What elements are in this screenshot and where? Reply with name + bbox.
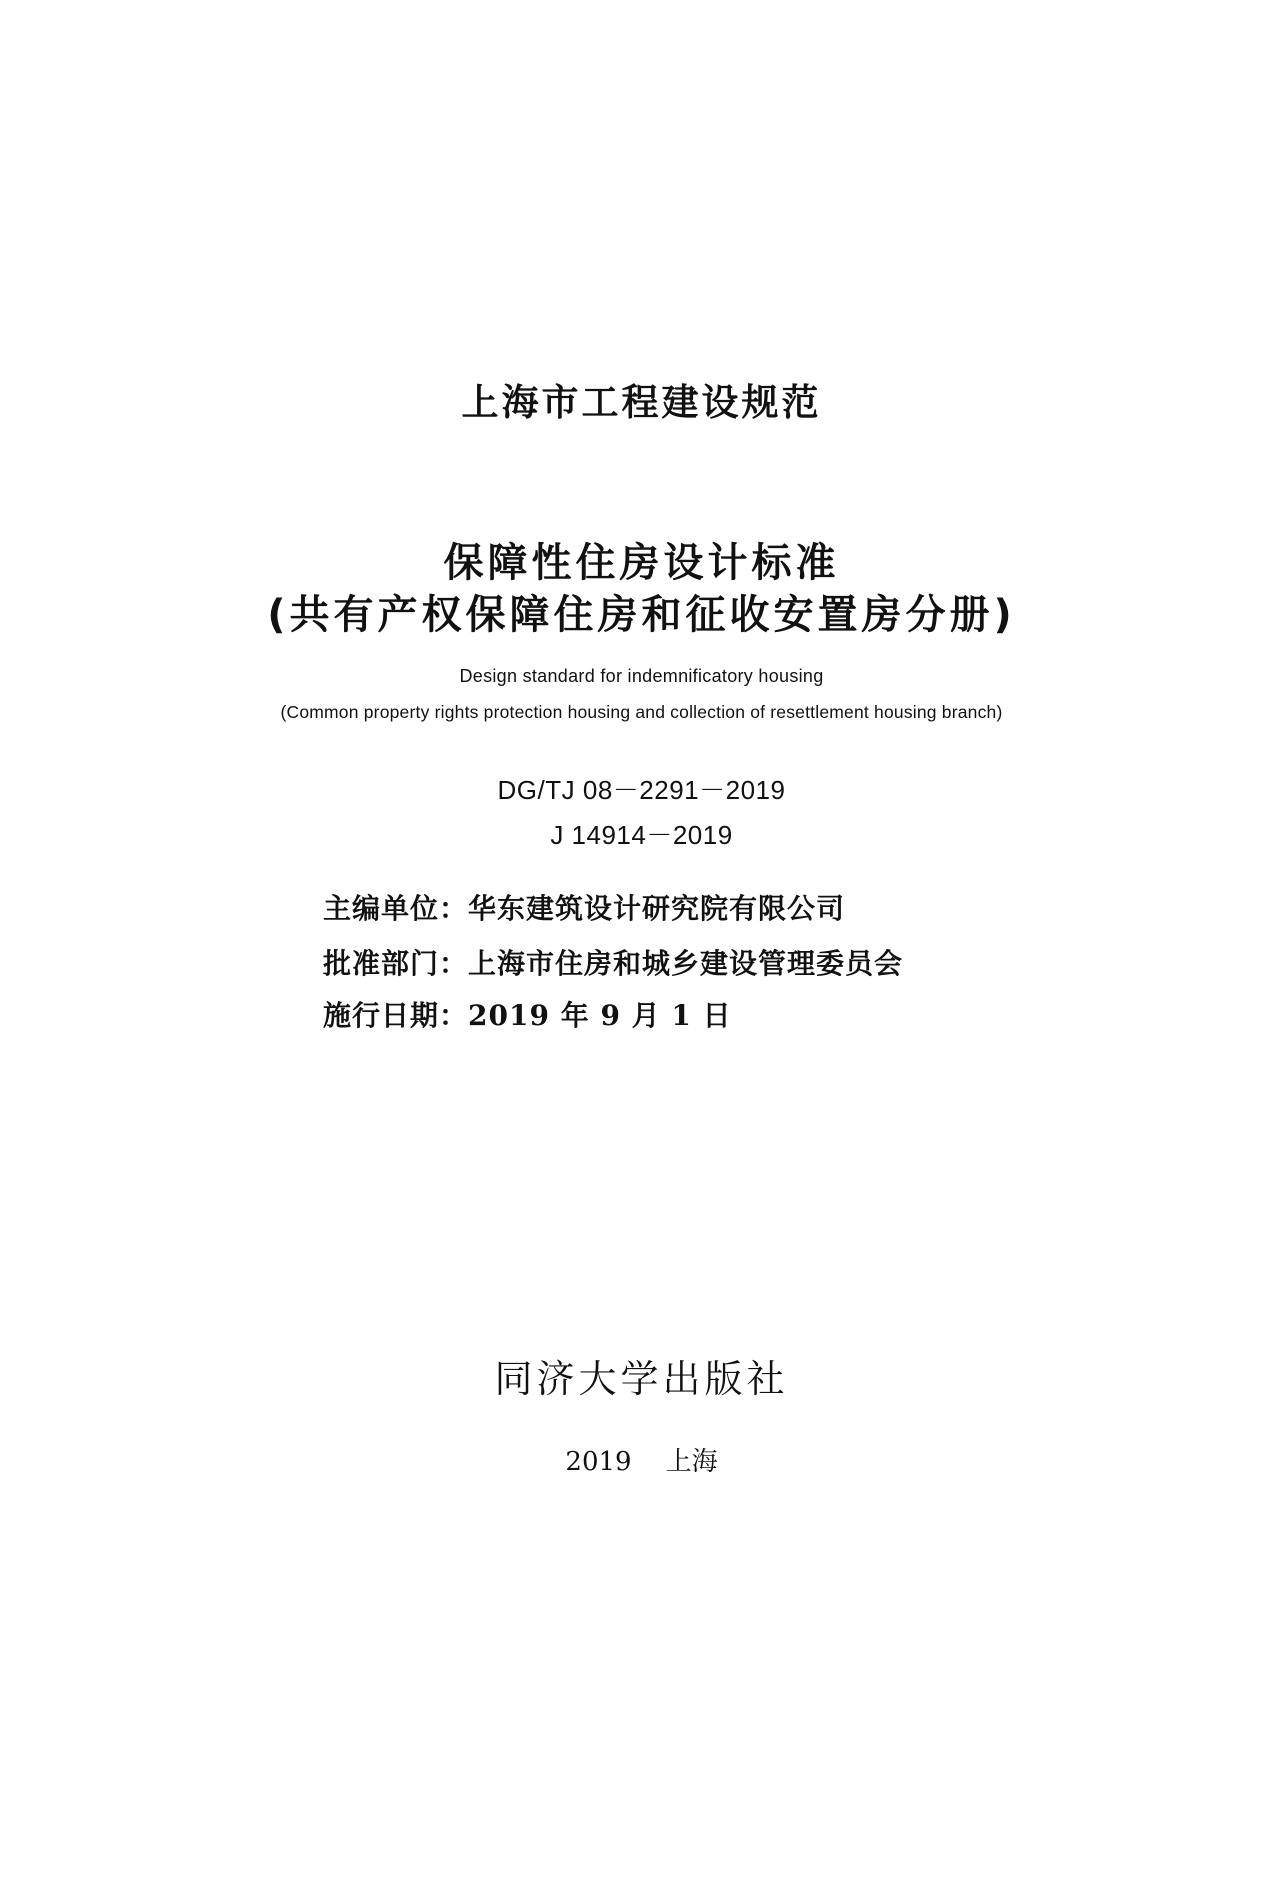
editor-unit-value: 华东建筑设计研究院有限公司: [468, 892, 846, 925]
main-subtitle: (共有产权保障住房和征收安置房分册): [267, 592, 1016, 638]
editor-unit-line: [323, 887, 845, 927]
effective-date-line: [323, 994, 732, 1034]
series-title: 上海市工程建设规范: [461, 381, 822, 424]
publication-year: 2019: [565, 1447, 632, 1477]
english-title: Design standard for indemnificatory housing: [459, 666, 824, 686]
approver-label: 批准部门：: [323, 947, 469, 980]
approver-value: 上海市住房和城乡建设管理委员会: [468, 947, 904, 980]
publication-city: 上海: [665, 1447, 718, 1477]
publication-line: [0, 1441, 1283, 1478]
publisher-name: 同济大学出版社: [494, 1357, 789, 1401]
approver-line: [323, 942, 903, 982]
standard-code: DG/TJ 08－2291－2019: [497, 775, 786, 805]
english-subtitle: (Common property rights protection housing and collection of resettlement housing branch): [280, 702, 1003, 722]
main-title: 保障性住房设计标准: [443, 540, 840, 586]
editor-unit-label: 主编单位：: [323, 892, 469, 925]
effective-date-label: 施行日期：: [323, 999, 469, 1032]
record-code: J 14914－2019: [550, 820, 733, 850]
effective-date-value: 2019 年 9 月 1 日: [468, 999, 732, 1032]
